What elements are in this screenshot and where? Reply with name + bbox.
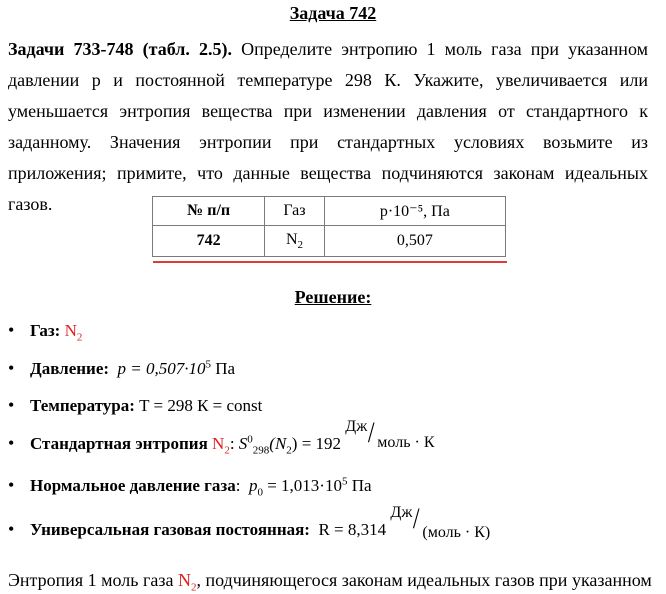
fraction-slash: / (368, 416, 375, 450)
gas-label: Газ: (30, 321, 61, 340)
bullet-icon: • (8, 358, 15, 378)
bullet-icon: • (8, 395, 15, 415)
table-underline (153, 261, 507, 263)
pressure-unit: Па (215, 359, 236, 378)
gas-subscript: 2 (76, 331, 83, 344)
normal-pressure-value: = 1,013·10 (262, 476, 342, 495)
list-item-gas (8, 320, 82, 343)
normal-pressure-symbol: p (248, 476, 258, 495)
entropy-symbol: S (238, 434, 248, 453)
footer-text (8, 570, 666, 594)
cell-gas (265, 226, 324, 257)
header-pressure: p·10⁻⁵, Па (324, 197, 505, 226)
footer-gas (177, 570, 197, 594)
entropy-gas-symbol: N (212, 434, 225, 453)
footer-gas-symbol: N (177, 570, 191, 590)
list-item-entropy (8, 416, 435, 457)
entropy-gas-subscript: 2 (224, 444, 230, 457)
list-item-gas-constant (8, 502, 491, 542)
problem-statement (8, 34, 648, 220)
normal-pressure-colon: : (235, 476, 241, 495)
normal-pressure-unit: Па (351, 476, 372, 495)
entropy-superscript: 0 (247, 433, 253, 446)
entropy-temperature-subscript: 298 (252, 444, 270, 457)
gas-constant-unit-denominator: (моль · К) (422, 524, 491, 542)
pressure-exponent: 5 (205, 358, 212, 371)
cell-gas-subscript: 2 (297, 239, 303, 252)
normal-pressure-label: Нормальное давление газа (30, 476, 236, 495)
bullet-icon: • (8, 475, 15, 495)
footer-text-start: Энтропия 1 моль газа (8, 570, 178, 590)
normal-pressure-subscript: 0 (257, 486, 263, 499)
table-header-row (153, 197, 506, 226)
data-table (152, 196, 506, 257)
footer-gas-subscript: 2 (190, 581, 197, 594)
bullet-icon: • (8, 320, 15, 340)
temperature-formula: T = 298 К = const (139, 396, 263, 415)
list-item-temperature (8, 395, 262, 416)
normal-pressure-formula (248, 475, 372, 499)
bullet-icon: • (8, 519, 15, 539)
cell-pressure: 0,507 (324, 226, 505, 257)
entropy-colon: : (229, 434, 235, 453)
list-item-pressure (8, 358, 235, 379)
pressure-expression: p = 0,507·10 (117, 359, 206, 378)
cell-gas-symbol: N (285, 230, 298, 248)
entropy-unit-numerator: Дж (345, 418, 368, 436)
pressure-label: Давление: (30, 359, 110, 378)
entropy-value: ) = 192 (291, 434, 342, 453)
entropy-label: Стандартная энтропия (30, 434, 208, 453)
problem-range-label: Задачи 733-748 (табл. 2.5). (8, 39, 232, 59)
entropy-gas (212, 434, 230, 457)
bullet-icon: • (8, 433, 15, 453)
solution-title: Решение: (294, 287, 372, 307)
entropy-argument: (N (269, 434, 287, 453)
entropy-argument-subscript: 2 (286, 444, 292, 457)
gas-constant-formula: R = 8,314 (318, 520, 387, 539)
pressure-formula (118, 359, 236, 378)
table-row (153, 226, 506, 257)
gas-constant-unit-numerator: Дж (390, 504, 413, 522)
header-gas: Газ (265, 197, 324, 226)
entropy-unit (345, 416, 435, 456)
fraction-slash: / (413, 502, 420, 536)
problem-text: Определите энтропию 1 моль газа при указанном давлении р и постоянной температуре 298 К. Укажите, увеличивается или уменьшается энтропия вещества при изменении давления от стандартного к заданному. Значения энтропии при стандартных условиях возьмите из приложения; примите, что данные вещества подчиняются законам идеальных газов. (8, 39, 648, 214)
header-number: № п/п (153, 197, 265, 226)
entropy-formula (238, 433, 342, 457)
gas-constant-label: Универсальная газовая постоянная: (30, 520, 310, 539)
gas-value (64, 321, 83, 344)
temperature-label: Температура: (30, 396, 135, 415)
gas-symbol: N (64, 321, 77, 340)
list-item-normal-pressure (8, 475, 372, 498)
problem-title: Задача 742 (289, 3, 377, 23)
cell-number: 742 (153, 226, 265, 257)
footer-text-end: , подчиняющегося законам идеальных газов при указанном (196, 570, 652, 590)
normal-pressure-exponent: 5 (341, 475, 348, 488)
entropy-unit-denominator: моль · К (377, 434, 435, 452)
gas-constant-unit (390, 502, 491, 542)
